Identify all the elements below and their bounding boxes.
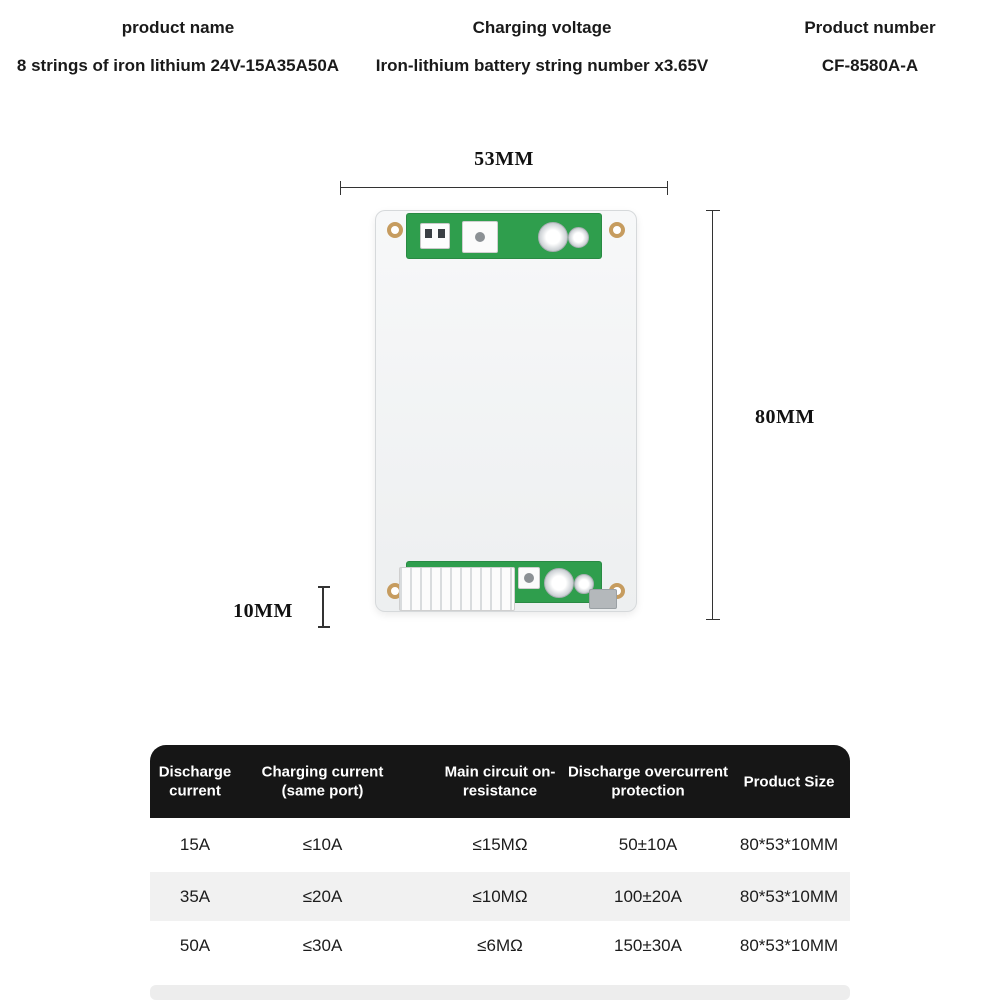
thickness-dimension-line xyxy=(322,586,324,628)
charging-voltage-value: Iron-lithium battery string number x3.65V xyxy=(375,56,709,75)
spec-table-header xyxy=(150,745,850,818)
table-cell: 80*53*10MM xyxy=(739,935,839,955)
table-cell: ≤10A xyxy=(302,835,343,854)
col-header-product-size: Product Size xyxy=(743,772,835,790)
screw-hole xyxy=(609,222,625,238)
table-cell: 100±20A xyxy=(614,886,682,906)
table-cell: 80*53*10MM xyxy=(739,886,839,906)
table-cell: 15A xyxy=(179,835,211,854)
table-cell: ≤20A xyxy=(302,886,343,906)
width-dimension-label: 53MM xyxy=(474,148,534,170)
col-header-overcurrent: Discharge overcurrent protection xyxy=(567,763,729,800)
pcb-top-edge xyxy=(406,213,602,259)
table-cell: 35A xyxy=(179,886,211,906)
solder-pad-circle xyxy=(538,222,568,252)
table-footer-bar xyxy=(150,985,850,1000)
table-cell: 50±10A xyxy=(618,835,678,854)
info-col-product-number xyxy=(740,18,1000,76)
solder-pad-circle xyxy=(568,227,589,248)
table-cell: 150±30A xyxy=(614,935,682,955)
col-header-discharge-current: Discharge current xyxy=(158,763,232,800)
balance-wire-connector xyxy=(399,567,515,611)
info-col-charging-voltage xyxy=(356,18,728,76)
table-cell: ≤6MΩ xyxy=(477,935,523,955)
table-row xyxy=(150,921,850,970)
height-dimension-line xyxy=(712,210,713,620)
bms-circuit-board xyxy=(375,210,637,612)
info-col-product-name xyxy=(0,18,356,76)
product-number-value: CF-8580A-A xyxy=(821,56,919,75)
height-dimension-label: 80MM xyxy=(755,406,815,428)
spec-table xyxy=(150,745,850,1000)
table-cell: 50A xyxy=(179,935,211,955)
table-cell: ≤30A xyxy=(302,935,343,955)
two-pin-connector xyxy=(420,223,450,249)
screw-hole xyxy=(387,222,403,238)
table-row xyxy=(150,872,850,921)
product-name-title: product name xyxy=(121,18,235,37)
col-header-charging-current: Charging current (same port) xyxy=(261,763,384,800)
metal-tab xyxy=(589,589,617,609)
table-cell: ≤10MΩ xyxy=(472,886,528,906)
charging-voltage-title: Charging voltage xyxy=(472,18,612,37)
col-header-on-resistance: Main circuit on-resistance xyxy=(444,763,556,800)
solder-pad-square xyxy=(462,221,498,253)
table-cell: 80*53*10MM xyxy=(739,835,839,854)
solder-pad-square xyxy=(518,567,540,589)
solder-pad-circle xyxy=(544,568,574,598)
thickness-dimension-label: 10MM xyxy=(233,600,293,622)
product-name-value: 8 strings of iron lithium 24V-15A35A50A xyxy=(16,56,340,75)
product-number-title: Product number xyxy=(804,18,936,37)
table-cell: ≤15MΩ xyxy=(472,835,528,854)
table-row xyxy=(150,818,850,872)
width-dimension-line xyxy=(340,187,668,188)
